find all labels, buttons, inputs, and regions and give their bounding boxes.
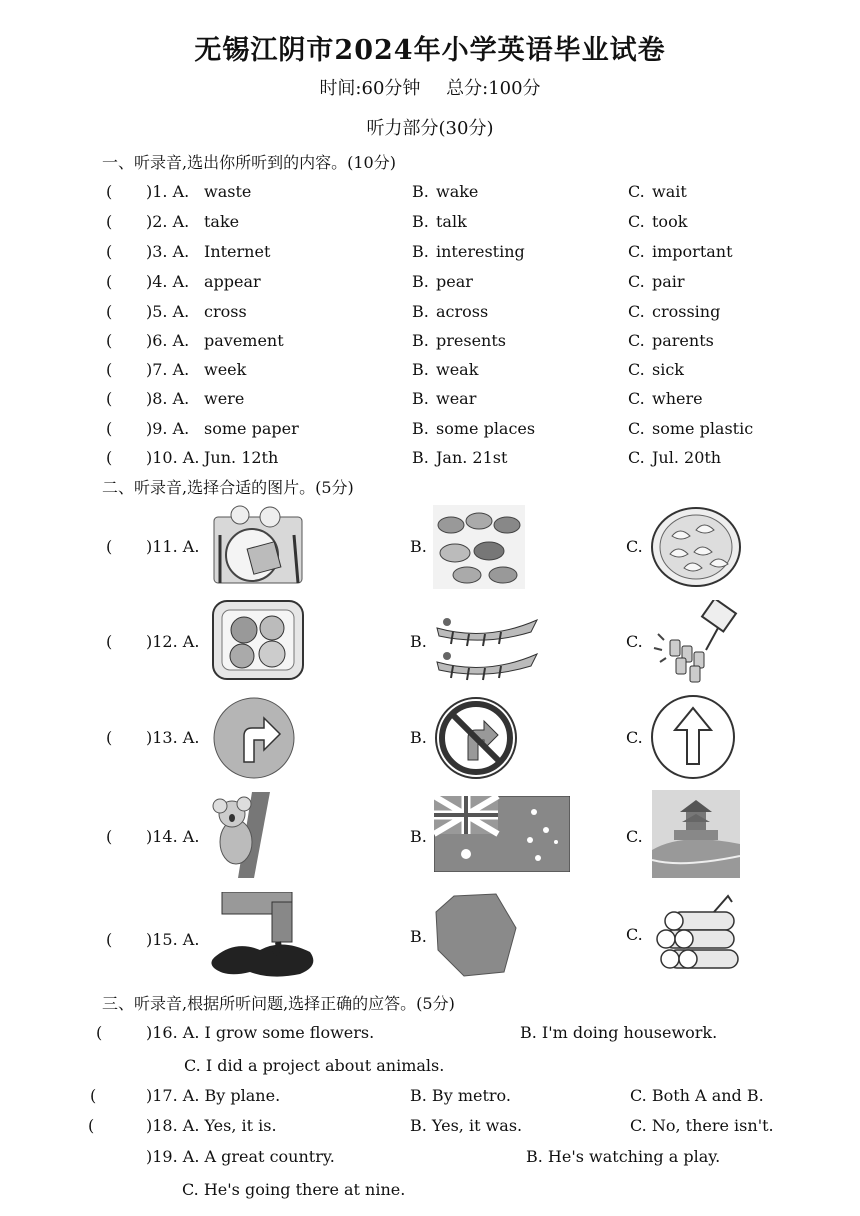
logs-icon: [654, 892, 746, 978]
option-c: sick: [652, 360, 684, 379]
question-number: )6. A.: [146, 331, 190, 350]
option-a: Internet: [204, 242, 271, 261]
option-c: pair: [652, 272, 685, 291]
option-c-label: C.: [628, 302, 645, 321]
answer-blank: (: [106, 302, 113, 321]
answer-blank: (: [106, 212, 113, 231]
no-right-turn-sign-icon: [434, 696, 518, 780]
option-c-label: C.: [628, 182, 645, 201]
option-c: where: [652, 389, 703, 408]
answer-blank: (: [106, 389, 113, 408]
question-number: )4. A.: [146, 272, 190, 291]
option-b-label: B.: [412, 272, 429, 291]
koala-icon: [212, 792, 276, 878]
stone-icon: [434, 892, 518, 978]
section-1-heading: 一、听录音,选出你所听到的内容。(10分): [102, 153, 396, 172]
answer-blank: (: [106, 930, 113, 949]
option-b: weak: [436, 360, 479, 379]
answer-blank: (: [90, 1086, 97, 1105]
answer-blank: (: [106, 632, 113, 651]
answer-blank: (: [106, 360, 113, 379]
option-a: Jun. 12th: [204, 448, 279, 467]
section-3-heading: 三、听录音,根据所听问题,选择正确的应答。(5分): [102, 994, 455, 1013]
option-c-label: C.: [628, 448, 645, 467]
answer-blank: (: [106, 537, 113, 556]
option-b-label: B.: [410, 827, 427, 846]
option-b: B. Yes, it was.: [410, 1116, 523, 1135]
option-c: crossing: [652, 302, 721, 321]
option-c: C. I did a project about animals.: [184, 1056, 445, 1075]
option-b-label: B.: [410, 537, 427, 556]
option-a: were: [204, 389, 245, 408]
option-a: waste: [204, 182, 252, 201]
oil-spill-icon: [210, 892, 320, 980]
answer-blank: (: [106, 827, 113, 846]
western-meal-icon: [210, 505, 306, 587]
option-c-label: C.: [628, 419, 645, 438]
option-c-label: C.: [628, 360, 645, 379]
go-straight-sign-icon: [650, 694, 736, 780]
option-b: interesting: [436, 242, 525, 261]
question-number: )10. A.: [146, 448, 200, 467]
part-heading: 听力部分(30分): [366, 118, 494, 139]
summer-palace-icon: [652, 790, 740, 878]
answer-blank: (: [106, 448, 113, 467]
option-b-label: B.: [410, 632, 427, 651]
option-a: take: [204, 212, 240, 231]
question-number: )3. A.: [146, 242, 190, 261]
mooncakes-icon: [210, 598, 306, 682]
option-b: B. He's watching a play.: [526, 1147, 721, 1166]
dumplings-icon: [650, 506, 742, 588]
question-18: )18. A. Yes, it is.: [146, 1116, 277, 1135]
option-b-label: B.: [412, 242, 429, 261]
option-c: wait: [652, 182, 687, 201]
option-c-label: C.: [626, 728, 643, 747]
option-b-label: B.: [412, 389, 429, 408]
option-c-label: C.: [626, 925, 643, 944]
question-number: )12. A.: [146, 632, 200, 651]
option-c: Jul. 20th: [652, 448, 722, 467]
firecrackers-icon: [650, 600, 738, 684]
option-a: pavement: [204, 331, 284, 350]
option-b: B. I'm doing housework.: [520, 1023, 718, 1042]
option-b-label: B.: [410, 927, 427, 946]
option-b: wear: [436, 389, 477, 408]
option-b-label: B.: [412, 212, 429, 231]
answer-blank: (: [96, 1023, 103, 1042]
question-number: )2. A.: [146, 212, 190, 231]
option-b: some places: [436, 419, 536, 438]
option-b-label: B.: [412, 331, 429, 350]
answer-blank: (: [106, 182, 113, 201]
answer-blank: (: [106, 272, 113, 291]
option-c: important: [652, 242, 733, 261]
option-b: presents: [436, 331, 506, 350]
section-2-heading: 二、听录音,选择合适的图片。(5分): [102, 478, 354, 497]
option-c-label: C.: [628, 242, 645, 261]
option-c: C. Both A and B.: [630, 1086, 764, 1105]
answer-blank: (: [88, 1116, 95, 1135]
option-c-label: C.: [626, 537, 643, 556]
option-b-label: B.: [412, 419, 429, 438]
option-b-label: B.: [412, 360, 429, 379]
question-number: )8. A.: [146, 389, 190, 408]
option-b: pear: [436, 272, 473, 291]
chinese-dishes-icon: [433, 505, 525, 589]
answer-blank: (: [106, 419, 113, 438]
option-a: appear: [204, 272, 261, 291]
option-b-label: B.: [410, 728, 427, 747]
question-number: )11. A.: [146, 537, 200, 556]
option-c: parents: [652, 331, 714, 350]
answer-blank: (: [106, 331, 113, 350]
dragon-boats-icon: [433, 598, 541, 682]
option-a: week: [204, 360, 247, 379]
page-title: 无锡江阴市2024年小学英语毕业试卷: [194, 35, 666, 66]
option-b-label: B.: [412, 182, 429, 201]
option-a: cross: [204, 302, 247, 321]
option-b-label: B.: [412, 448, 429, 467]
option-b-label: B.: [412, 302, 429, 321]
option-a: some paper: [204, 419, 299, 438]
option-b: talk: [436, 212, 467, 231]
option-c-label: C.: [628, 272, 645, 291]
option-c: took: [652, 212, 688, 231]
option-b: across: [436, 302, 489, 321]
australian-flag-icon: [434, 796, 570, 872]
option-c: C. No, there isn't.: [630, 1116, 774, 1135]
question-number: )14. A.: [146, 827, 200, 846]
option-c-label: C.: [626, 827, 643, 846]
option-c: C. He's going there at nine.: [182, 1180, 406, 1199]
question-number: )9. A.: [146, 419, 190, 438]
question-number: )13. A.: [146, 728, 200, 747]
option-b: B. By metro.: [410, 1086, 511, 1105]
option-c-label: C.: [628, 212, 645, 231]
question-number: )7. A.: [146, 360, 190, 379]
question-number: )15. A.: [146, 930, 200, 949]
question-16: )16. A. I grow some flowers.: [146, 1023, 375, 1042]
option-b: wake: [436, 182, 479, 201]
option-b: Jan. 21st: [436, 448, 508, 467]
option-c-label: C.: [628, 389, 645, 408]
option-c-label: C.: [628, 331, 645, 350]
question-17: )17. A. By plane.: [146, 1086, 281, 1105]
question-19: )19. A. A great country.: [146, 1147, 335, 1166]
option-c: some plastic: [652, 419, 754, 438]
question-number: )5. A.: [146, 302, 190, 321]
question-number: )1. A.: [146, 182, 190, 201]
exam-time-score: 时间:60分钟 总分:100分: [319, 78, 541, 99]
answer-blank: (: [106, 728, 113, 747]
option-c-label: C.: [626, 632, 643, 651]
turn-right-sign-icon: [212, 696, 296, 780]
answer-blank: (: [106, 242, 113, 261]
